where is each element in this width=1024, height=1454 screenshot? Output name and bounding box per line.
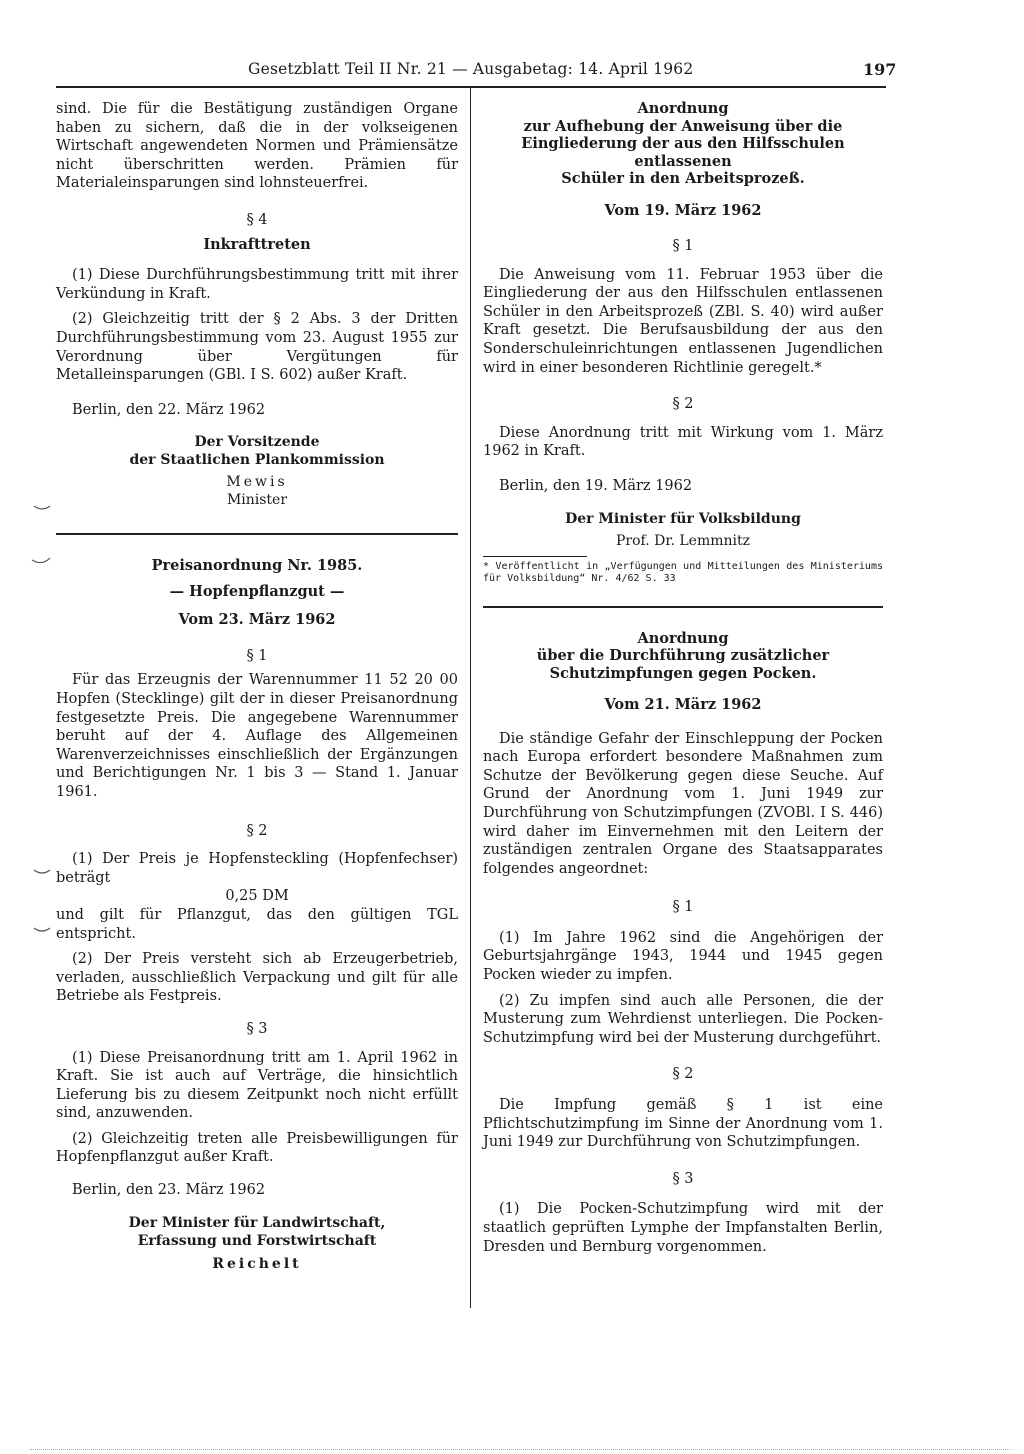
margin-mark <box>34 870 50 873</box>
margin-mark <box>34 928 50 931</box>
signer-1-role: Minister <box>226 492 288 509</box>
order-1-title-d: Schüler in den Arbeitsprozeß. <box>561 170 805 187</box>
price-section-2-heading: § 2 <box>246 822 268 839</box>
place-date-1: Berlin, den 22. März 1962 <box>72 401 266 418</box>
order-1-section-1-text: Die Anweisung vom 11. Februar 1953 über die Eingliederung der aus den Hilfsschulen entlassenen Schüler in den Arbeitsprozeß (ZBl. S. 40) wird außer Kraft gesetzt. Die Berufsausbildung der aus den Sonderschuleinrichtungen entlassenen Jugendlichen wird in einer besonderen Richtlinie geregelt.* <box>483 266 883 376</box>
margin-scan-marks <box>0 0 60 1454</box>
page-header <box>0 60 1024 82</box>
order-2-section-1-para-2: (2) Zu impfen sind auch alle Personen, die der Musterung zum Wehrdienst unterliegen. Die Pocken-Schutzimpfung wird bei der Musterung durchgeführt. <box>483 992 883 1046</box>
column-divider <box>470 86 471 1308</box>
signer-1-title-a: Der Vorsitzende <box>194 434 320 451</box>
footnote: * Veröffentlicht in „Verfügungen und Mitteilungen des Ministeriums für Volksbildung“ Nr. 4/62 S. 33 <box>483 560 883 585</box>
order-1-title-a: Anordnung <box>637 100 729 117</box>
price-section-1-text: Für das Erzeugnis der Warennummer 11 52 20 00 Hopfen (Stecklinge) gilt der in dieser Preisanordnung festgesetzte Preis. Die angegebene Warennummer beruht auf der 4. Auflage des Allgemeinen Warenverzeichnisses einschließlich der Ergänzungen und Berichtigungen Nr. 1 bis 3 — Stand 1. Januar 1961. <box>56 672 458 800</box>
price-section-1-heading: § 1 <box>246 647 268 664</box>
order-2-section-1-heading: § 1 <box>672 899 694 916</box>
price-order-title: Preisanordnung Nr. 1985. <box>151 557 363 575</box>
header-rule <box>56 86 886 88</box>
page-number: 197 <box>863 60 897 79</box>
section-4-title: Inkrafttreten <box>203 235 311 253</box>
price-section-3-heading: § 3 <box>246 1020 268 1037</box>
scan-edge <box>30 1449 1010 1450</box>
place-date-3: Berlin, den 19. März 1962 <box>499 477 693 494</box>
price-section-3-text-b: (2) Gleichzeitig treten alle Preisbewilligungen für Hopfenpflanzgut außer Kraft. <box>56 1130 458 1166</box>
order-2-date: Vom 21. März 1962 <box>604 696 762 714</box>
price-section-2-text-b: und gilt für Pflanzgut, das den gültigen TGL entspricht. <box>56 906 458 942</box>
order-1-section-2-text: Diese Anordnung tritt mit Wirkung vom 1. März 1962 in Kraft. <box>483 424 883 460</box>
price-order-subtitle: — Hopfenpflanzgut — <box>169 582 345 600</box>
order-1-date: Vom 19. März 1962 <box>604 201 762 219</box>
order-2-title-c: Schutzimpfungen gegen Pocken. <box>549 664 817 682</box>
margin-mark <box>34 506 50 509</box>
price-section-2-text-a: (1) Der Preis je Hopfensteckling (Hopfenfechser) beträgt <box>56 851 458 886</box>
order-2-intro: Die ständige Gefahr der Einschleppung der Pocken nach Europa erfordert besondere Maßnahmen zum Schutze der Bevölkerung gegen diese Seuche. Auf Grund der Anordnung vom 1. Juni 1949 zur Durchführung von Schutzimpfungen (ZVOBl. I S. 446) wird daher im Einvernehmen mit den Leitern der zuständigen zentralen Organe des Staatsapparates folgendes angeordnet: <box>483 730 883 877</box>
section-4-para-2: (2) Gleichzeitig tritt der § 2 Abs. 3 der Dritten Durchführungsbestimmung vom 23. August 1955 zur Verordnung über Vergütungen für Metalleinsparungen (GBl. I S. 602) außer Kraft. <box>56 311 458 384</box>
order-1-title-c: Eingliederung der aus den Hilfsschulen entlassenen <box>521 135 845 170</box>
place-date-2: Berlin, den 23. März 1962 <box>72 1182 266 1199</box>
order-2-section-3-heading: § 3 <box>672 1170 694 1187</box>
order-2-section-1-para-1: (1) Im Jahre 1962 sind die Angehörigen der Geburtsjahrgänge 1943, 1944 und 1945 gegen Pocken wieder zu impfen. <box>483 929 883 984</box>
order-2-title-b: über die Durchführung zusätzlicher <box>536 647 830 665</box>
order-2-title-a: Anordnung <box>637 629 729 647</box>
signer-1-name: Mewis <box>226 474 288 491</box>
order-1-section-2-heading: § 2 <box>672 396 694 413</box>
signer-3-name: Prof. Dr. Lemmnitz <box>615 532 751 549</box>
section-4-heading: § 4 <box>246 211 268 228</box>
right-column <box>483 100 883 1256</box>
price-section-2-text-c: (2) Der Preis versteht sich ab Erzeugerbetrieb, verladen, ausschließlich Verpackung und gilt für alle Betriebe als Festpreis. <box>56 951 458 1005</box>
intro-paragraph: sind. Die für die Bestätigung zuständigen Organe haben zu sichern, daß die in der volkseigenen Wirtschaft angewendeten Normen und Prämiensätze nicht überschritten werden. Prämien für Materialeinsparungen sind lohnsteuerfrei. <box>56 101 458 192</box>
order-2-section-2-heading: § 2 <box>672 1066 694 1083</box>
order-2-section-2-text: Die Impfung gemäß § 1 ist eine Pflichtschutzimpfung im Sinne der Anordnung vom 1. Juni 1949 zur Durchführung von Schutzimpfungen. <box>483 1097 883 1151</box>
price-value: 0,25 DM <box>225 888 289 905</box>
signer-1-title-b: der Staatlichen Plankommission <box>129 452 385 469</box>
signer-3-title: Der Minister für Volksbildung <box>565 510 801 527</box>
left-column <box>56 100 458 1273</box>
signer-2-title-b: Erfassung und Forstwirtschaft <box>137 1232 377 1249</box>
section-4-para-1: (1) Diese Durchführungsbestimmung tritt mit ihrer Verkündung in Kraft. <box>56 267 458 302</box>
price-section-3-text-a: (1) Diese Preisanordnung tritt am 1. April 1962 in Kraft. Sie ist auch auf Verträge, die hinsichtlich Lieferung bis zu diesem Zeitpunkt noch nicht erfüllt sind, anzuwenden. <box>56 1049 458 1122</box>
signer-2-title-a: Der Minister für Landwirtschaft, <box>128 1214 386 1231</box>
order-1-title-b: zur Aufhebung der Anweisung über die <box>523 117 843 135</box>
margin-mark <box>32 558 50 563</box>
signer-2-name: Reichelt <box>212 1255 302 1272</box>
order-2-section-3-text: (1) Die Pocken-Schutzimpfung wird mit der staatlich geprüften Lymphe der Impfanstalten Berlin, Dresden und Bernburg vorgenommen. <box>483 1201 883 1255</box>
price-order-date: Vom 23. März 1962 <box>178 611 336 629</box>
running-head: Gesetzblatt Teil II Nr. 21 — Ausgabetag: 14. April 1962 <box>248 60 694 78</box>
order-1-section-1-heading: § 1 <box>672 238 694 254</box>
